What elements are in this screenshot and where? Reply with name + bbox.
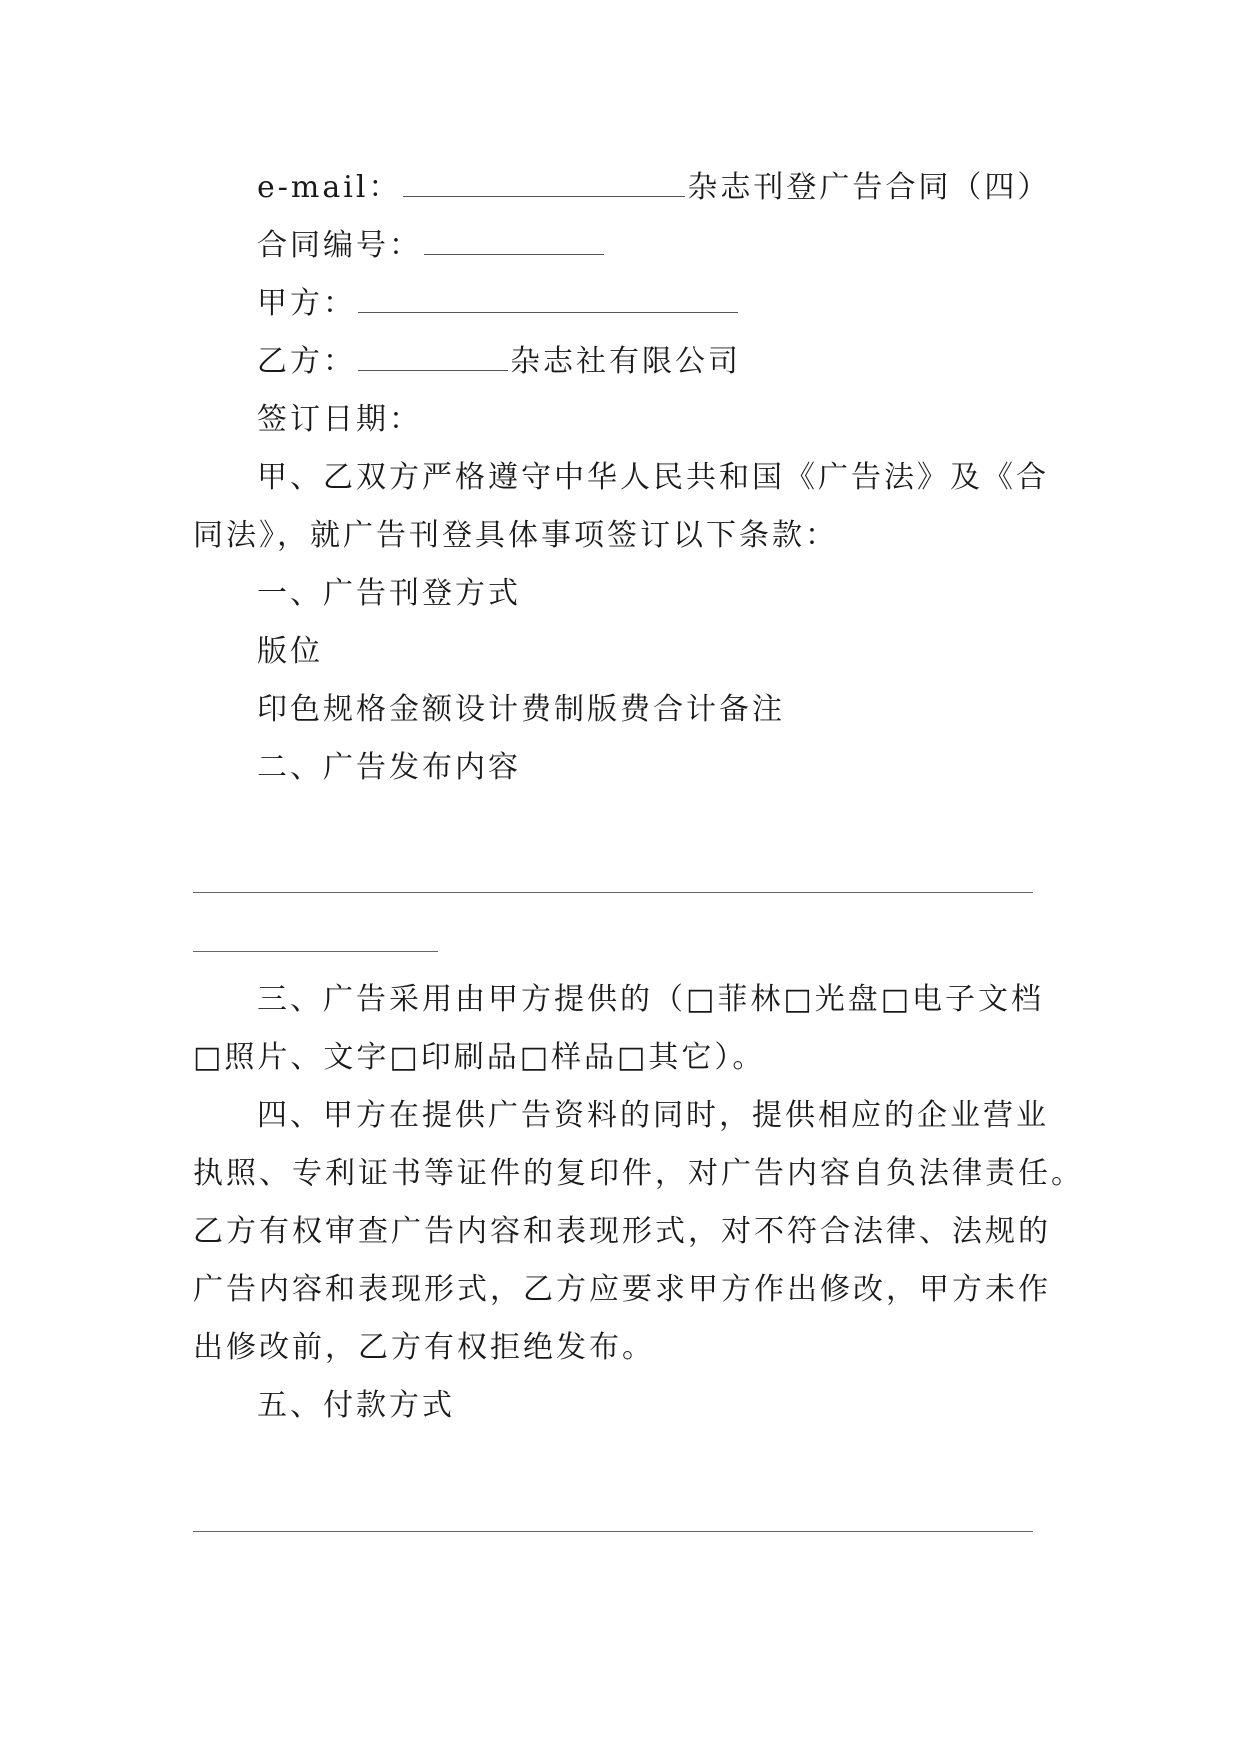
contract-number-line <box>257 226 606 266</box>
section1-row-1: 版位 <box>257 634 323 669</box>
email-label: e-mail： <box>257 170 402 205</box>
section5-content-blank <box>193 1531 1033 1532</box>
section2-content-blank-2 <box>193 951 438 952</box>
section4-line-5: 出修改前，乙方有权拒绝发布。 <box>193 1330 655 1365</box>
party-a-label: 甲方： <box>257 286 356 321</box>
section4-line-1: 四、甲方在提供广告资料的同时，提供相应的企业营业 <box>257 1098 1049 1133</box>
section4-line-4: 广告内容和表现形式，乙方应要求甲方作出修改，甲方未作 <box>193 1272 1051 1307</box>
section1-heading: 一、广告刊登方式 <box>257 576 521 611</box>
document-title: 杂志刊登广告合同（四） <box>687 170 1051 205</box>
section3-line-2: □照片、文字□印刷品□样品□其它）。 <box>193 1040 766 1075</box>
party-b-line <box>257 342 741 382</box>
section1-row-2: 印色规格金额设计费制版费合计备注 <box>257 692 785 727</box>
party-b-label: 乙方： <box>257 344 356 379</box>
party-a-line <box>257 284 740 324</box>
party-b-suffix: 杂志社有限公司 <box>510 344 741 379</box>
section2-content-blank-1 <box>193 892 1033 893</box>
email-blank <box>403 170 685 197</box>
section3-line-1: 三、广告采用由甲方提供的（□菲林□光盘□电子文档 <box>257 982 1045 1017</box>
intro-line-1: 甲、乙双方严格遵守中华人民共和国《广告法》及《合 <box>257 460 1049 495</box>
intro-line-2: 同法》，就广告刊登具体事项签订以下条款： <box>193 518 838 553</box>
section4-line-2: 执照、专利证书等证件的复印件，对广告内容自负法律责任。 <box>193 1156 1084 1191</box>
email-line <box>257 168 1050 208</box>
party-a-blank <box>358 286 738 313</box>
party-b-blank <box>358 344 508 371</box>
section4-line-3: 乙方有权审查广告内容和表现形式，对不符合法律、法规的 <box>193 1214 1051 1249</box>
section2-heading: 二、广告发布内容 <box>257 750 521 785</box>
section5-heading: 五、付款方式 <box>257 1388 455 1423</box>
contract-number-label: 合同编号： <box>257 228 422 263</box>
sign-date-label: 签订日期： <box>257 402 422 437</box>
sign-date-line <box>257 400 422 440</box>
contract-number-blank <box>424 228 604 255</box>
